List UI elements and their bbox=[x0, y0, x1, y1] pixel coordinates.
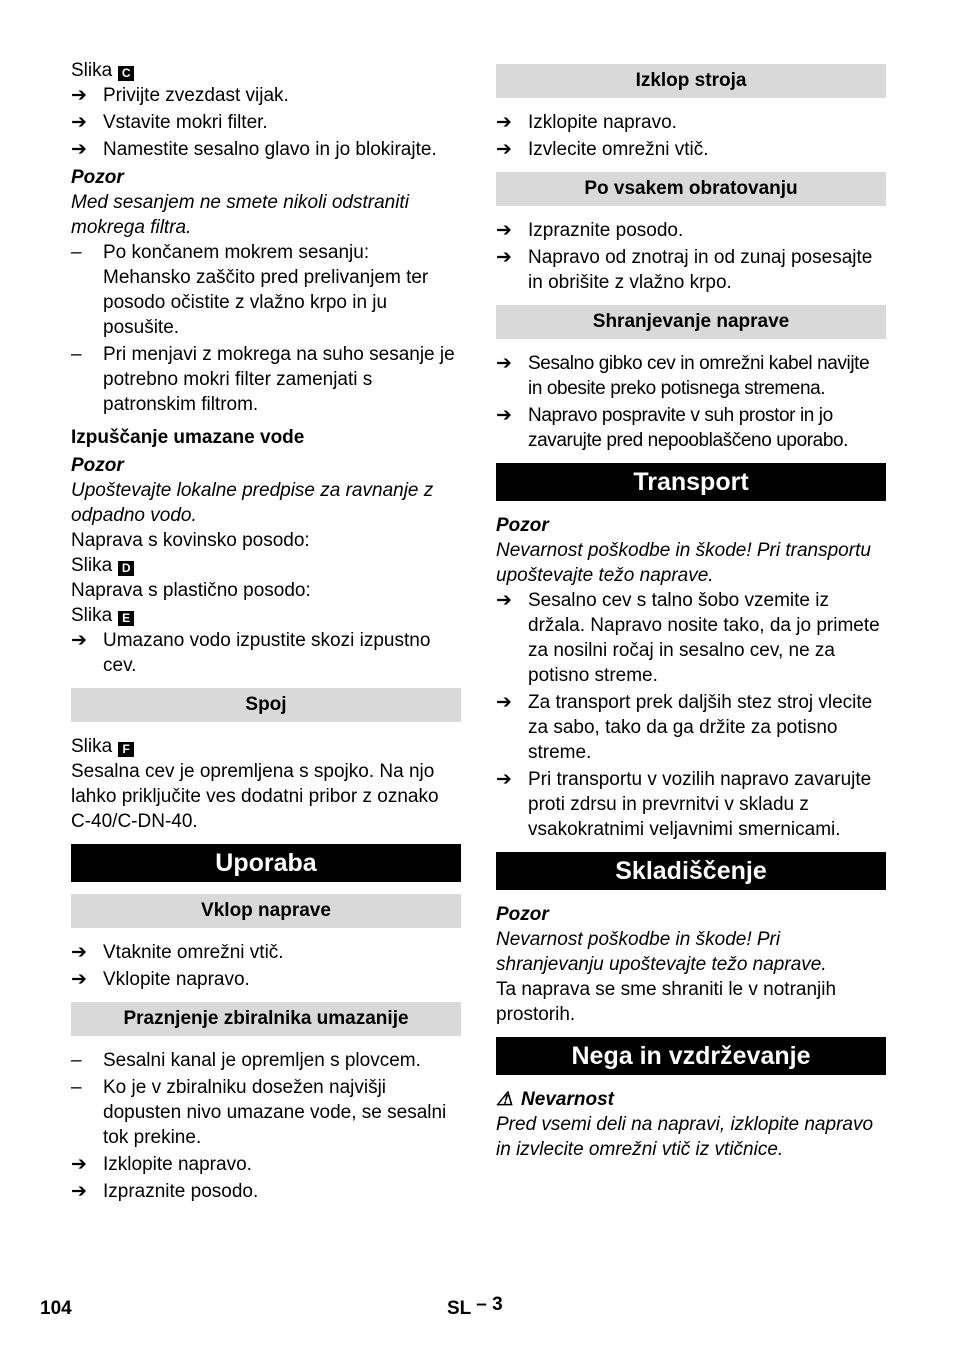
subsection-heading: Izpuščanje umazane vode bbox=[71, 427, 305, 448]
subsection-bar-praznjenje: Praznjenje zbiralnika umazanije bbox=[71, 1002, 461, 1036]
paragraph: Naprava s kovinsko posodo: bbox=[71, 530, 310, 551]
arrow-icon: ➔ bbox=[71, 139, 87, 160]
right-column bbox=[496, 64, 886, 1162]
left-column bbox=[71, 58, 461, 1206]
caution-text: Upoštevajte lokalne predpise za ravnanje z odpadno vodo. bbox=[71, 480, 434, 526]
list-item: ➔ Izpraznite posodo. bbox=[71, 1181, 259, 1202]
list-item: ➔ Izklopite napravo. bbox=[71, 1154, 252, 1175]
figure-ref-e: Slika E bbox=[71, 603, 461, 628]
danger-text: Pred vsemi deli na napravi, izklopite napravo in izvlecite omrežni vtič iz vtičnice. bbox=[496, 1114, 874, 1160]
arrow-icon: ➔ bbox=[71, 942, 87, 963]
list-item: ➔ Za transport prek daljših stez stroj vlecite za sabo, tako da ga držite za potisno streme. bbox=[496, 692, 873, 763]
arrow-icon: ➔ bbox=[496, 247, 512, 268]
list-item: – Po končanem mokrem sesanju: Mehansko zaščito pred prelivanjem ter posodo očistite z vlažno krpo in ju posušite. bbox=[71, 242, 429, 338]
section-header-transport: Transport bbox=[496, 463, 886, 501]
caution-text: Nevarnost poškodbe in škode! Pri transportu upoštevajte težo naprave. bbox=[496, 540, 871, 586]
list-item: ➔ Privijte zvezdast vijak. bbox=[71, 85, 289, 106]
list-item: ➔ Napravo od znotraj in od zunaj posesajte in obrišite z vlažno krpo. bbox=[496, 247, 873, 293]
figure-letter-badge: F bbox=[118, 742, 134, 757]
dash-bullet: – bbox=[71, 1050, 82, 1071]
list-item: ➔ Vstavite mokri filter. bbox=[71, 112, 268, 133]
dash-bullet: – bbox=[71, 1077, 82, 1098]
arrow-icon: ➔ bbox=[71, 1154, 87, 1175]
subsection-bar-vklop: Vklop naprave bbox=[71, 894, 461, 928]
paragraph: Sesalna cev je opremljena s spojko. Na njo lahko priključite ves dodatni pribor z oznako C-40/C-DN-40. bbox=[71, 761, 439, 832]
arrow-icon: ➔ bbox=[71, 112, 87, 133]
figure-letter-badge: E bbox=[118, 611, 134, 626]
list-item: ➔ Namestite sesalno glavo in jo blokirajte. bbox=[71, 139, 437, 160]
list-item: – Ko je v zbiralniku dosežen najvišji dopusten nivo umazane vode, se sesalni tok prekine. bbox=[71, 1077, 447, 1148]
section-header-skladiscenje: Skladiščenje bbox=[496, 852, 886, 890]
warning-triangle-icon: ⚠ bbox=[496, 1089, 514, 1110]
arrow-icon: ➔ bbox=[71, 1181, 87, 1202]
list-item: ➔ Umazano vodo izpustite skozi izpustno cev. bbox=[71, 630, 431, 676]
dash-bullet: – bbox=[71, 344, 82, 365]
list-item: ➔ Vklopite napravo. bbox=[71, 969, 250, 990]
arrow-icon: ➔ bbox=[496, 590, 512, 611]
figure-ref-c bbox=[71, 58, 461, 83]
footer-language: SL – 3 bbox=[447, 1294, 503, 1319]
figure-letter-badge: C bbox=[118, 66, 134, 81]
list-item: ➔ Sesalno cev s talno šobo vzemite iz držala. Napravo nosite tako, da jo primete za nosilni ročaj in sesalno cev, ne za potisno streme. bbox=[496, 590, 880, 686]
arrow-icon: ➔ bbox=[496, 112, 512, 133]
page-number: 104 bbox=[40, 1298, 72, 1319]
list-item: ➔ Pri transportu v vozilih napravo zavarujte proti zdrsu in prevrnitvi v skladu z vsakokratnimi veljavnimi smernicami. bbox=[496, 769, 872, 840]
subsection-bar-izklop: Izklop stroja bbox=[496, 64, 886, 98]
arrow-icon: ➔ bbox=[71, 969, 87, 990]
caution-heading: Pozor bbox=[71, 167, 124, 188]
list-item: ➔ Izvlecite omrežni vtič. bbox=[496, 139, 709, 160]
caution-text: Med sesanjem ne smete nikoli odstraniti mokrega filtra. bbox=[71, 192, 409, 238]
caution-heading: Pozor bbox=[71, 455, 124, 476]
subsection-bar-obratovanje: Po vsakem obratovanju bbox=[496, 172, 886, 206]
list-item: – Sesalni kanal je opremljen s plovcem. bbox=[71, 1050, 421, 1071]
list-item: ➔ Napravo pospravite v suh prostor in jo zavarujte pred nepooblaščeno uporabo. bbox=[496, 405, 849, 451]
paragraph: Naprava s plastično posodo: bbox=[71, 580, 311, 601]
list-item: – Pri menjavi z mokrega na suho sesanje je potrebno mokri filter zamenjati s patronskim filtrom. bbox=[71, 344, 455, 415]
arrow-icon: ➔ bbox=[71, 85, 87, 106]
figure-label: Slika bbox=[71, 60, 113, 81]
list-item: ➔ Sesalno gibko cev in omrežni kabel navijte in obesite preko potisnega stremena. bbox=[496, 353, 870, 399]
list-item: ➔ Izklopite napravo. bbox=[496, 112, 677, 133]
arrow-icon: ➔ bbox=[496, 769, 512, 790]
arrow-icon: ➔ bbox=[496, 353, 512, 374]
list-item: ➔ Izpraznite posodo. bbox=[496, 220, 684, 241]
list-item: ➔ Vtaknite omrežni vtič. bbox=[71, 942, 284, 963]
arrow-icon: ➔ bbox=[496, 692, 512, 713]
caution-heading: Pozor bbox=[496, 904, 549, 925]
danger-heading: ⚠ Nevarnost bbox=[496, 1089, 614, 1110]
arrow-icon: ➔ bbox=[496, 139, 512, 160]
subsection-bar-shranjevanje: Shranjevanje naprave bbox=[496, 305, 886, 339]
paragraph: Ta naprava se sme shraniti le v notranjih prostorih. bbox=[496, 979, 837, 1025]
arrow-icon: ➔ bbox=[496, 405, 512, 426]
step-list bbox=[71, 83, 461, 162]
arrow-icon: ➔ bbox=[71, 630, 87, 651]
caution-heading: Pozor bbox=[496, 515, 549, 536]
caution-text: Nevarnost poškodbe in škode! Pri shranjevanju upoštevajte težo naprave. bbox=[496, 929, 827, 975]
figure-ref-f: Slika F bbox=[71, 734, 461, 759]
dash-bullet: – bbox=[71, 242, 82, 263]
subsection-bar-spoj: Spoj bbox=[71, 688, 461, 722]
section-header-nega: Nega in vzdrževanje bbox=[496, 1037, 886, 1075]
figure-ref-d: Slika D bbox=[71, 553, 461, 578]
section-header-uporaba: Uporaba bbox=[71, 844, 461, 882]
arrow-icon: ➔ bbox=[496, 220, 512, 241]
figure-letter-badge: D bbox=[118, 561, 134, 576]
